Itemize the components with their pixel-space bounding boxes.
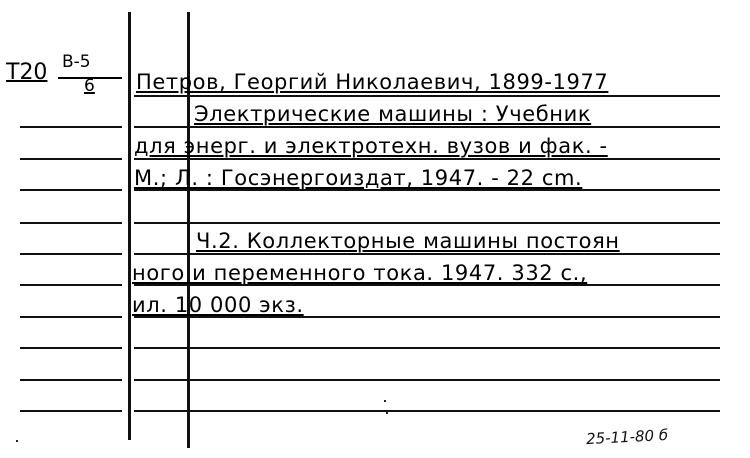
speck <box>386 412 388 414</box>
ruled-line <box>20 158 122 160</box>
speck <box>384 400 386 402</box>
left-margin-line <box>128 12 131 440</box>
shelf-denominator: 6 <box>84 76 95 96</box>
ruled-line <box>20 379 122 381</box>
ruled-line <box>134 410 720 412</box>
ruled-line <box>134 95 720 97</box>
ruled-line <box>134 379 720 381</box>
volume-line: Ч.2. Коллекторные машины постоян <box>196 229 620 253</box>
ruled-line <box>134 222 720 224</box>
ruled-line <box>20 189 122 191</box>
ruled-line <box>20 253 122 255</box>
volume-continuation-line: ного и переменного тока. 1947. 332 с., <box>132 261 588 285</box>
shelf-numerator: В-5 <box>62 52 91 72</box>
ruled-line <box>20 222 122 224</box>
ruled-line <box>134 126 720 128</box>
ruled-line <box>20 284 122 286</box>
ruled-line <box>134 253 720 255</box>
title-line: Электрические машины : Учебник <box>194 102 592 126</box>
ruled-line <box>20 316 122 318</box>
title-continuation-line: для энерг. и электротехн. вузов и фак. - <box>134 134 608 158</box>
shelf-code: Т20 <box>6 60 48 85</box>
ruled-line <box>20 410 122 412</box>
ruled-line <box>134 347 720 349</box>
ruled-line <box>134 158 720 160</box>
speck <box>16 440 18 442</box>
edition-line: ил. 10 000 экз. <box>132 293 304 317</box>
ruled-line <box>20 347 122 349</box>
author-line: Петров, Георгий Николаевич, 1899-1977 <box>136 70 609 94</box>
ruled-line <box>20 126 122 128</box>
date-note: 25-11-80 б <box>585 425 669 449</box>
imprint-line: М.; Л. : Госэнергоиздат, 1947. - 22 cm. <box>134 166 583 190</box>
